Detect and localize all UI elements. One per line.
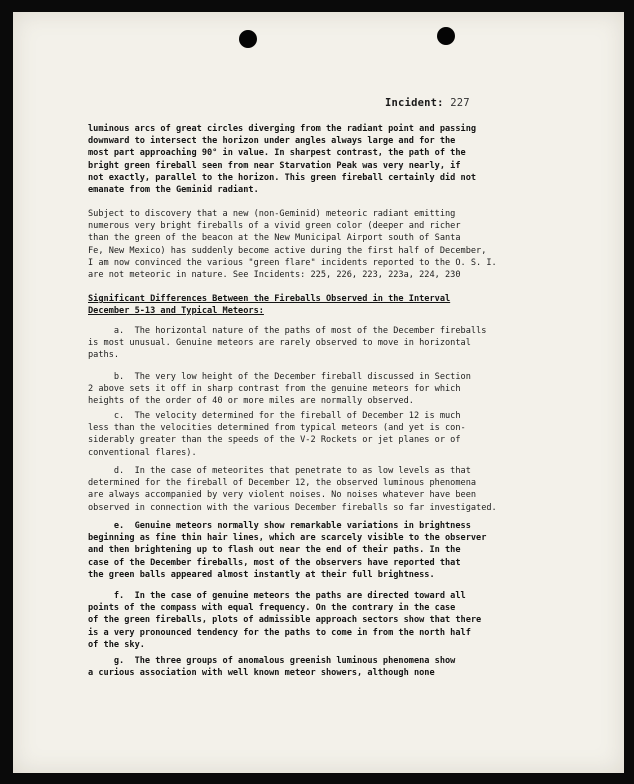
item-g xyxy=(88,655,528,679)
incident-header xyxy=(385,97,470,109)
paragraph-subject-to-discovery xyxy=(88,208,528,281)
text-line: the green balls appeared almost instantly at their full brightness. xyxy=(88,569,435,580)
item-b xyxy=(88,371,528,408)
text-line: beginning as fine thin hair lines, which are scarcely visible to the observer xyxy=(88,533,487,544)
text-line: is a very pronounced tendency for the paths to come in from the north half xyxy=(88,627,471,638)
text-line: Subject to discovery that a new (non-Geminid) meteoric radiant emitting xyxy=(88,209,456,219)
text-line: I am now convinced the various "green flare" incidents reported to the O. S. I. xyxy=(88,257,497,268)
text-line: a. The horizontal nature of the paths of most of the December fireballs xyxy=(88,326,487,336)
text-line: numerous very bright fireballs of a vivid green color (deeper and richer xyxy=(88,221,461,232)
text-line: points of the compass with equal frequency. On the contrary in the case xyxy=(88,603,456,614)
text-line: conventional flares). xyxy=(88,447,197,458)
incident-label: Incident: xyxy=(385,97,444,109)
text-line: b. The very low height of the December fireball discussed in Section xyxy=(88,372,471,382)
text-line: 2 above sets it off in sharp contrast from the genuine meteors for which xyxy=(88,384,461,395)
item-e xyxy=(88,520,528,581)
text-line: of the sky. xyxy=(88,639,145,650)
text-line: not exactly, parallel to the horizon. This green fireball certainly did not xyxy=(88,172,477,183)
text-line: emanate from the Geminid radiant. xyxy=(88,185,259,196)
item-d xyxy=(88,465,528,514)
item-a xyxy=(88,325,528,362)
text-line: Fe, New Mexico) has suddenly become active during the first half of December, xyxy=(88,245,487,256)
text-line: heights of the order of 40 or more miles are normally observed. xyxy=(88,396,414,407)
incident-number: 227 xyxy=(450,97,470,109)
text-line: observed in connection with the various December fireballs so far investigated. xyxy=(88,502,497,513)
text-line: g. The three groups of anomalous greenish luminous phenomena show xyxy=(88,656,456,666)
punch-hole-left xyxy=(239,30,257,48)
text-line: case of the December fireballs, most of the observers have reported that xyxy=(88,557,461,568)
item-f xyxy=(88,590,528,651)
text-line: c. The velocity determined for the fireball of December 12 is much xyxy=(88,411,461,421)
item-c xyxy=(88,410,528,459)
text-line: determined for the fireball of December 12, the observed luminous phenomena xyxy=(88,478,477,489)
text-line: are always accompanied by very violent noises. No noises whatever have been xyxy=(88,490,477,501)
text-line: e. Genuine meteors normally show remarkable variations in brightness xyxy=(88,521,471,531)
text-line: downward to intersect the horizon under angles always large and for the xyxy=(88,136,456,147)
paragraph-luminous-arcs xyxy=(88,123,528,196)
heading-line: Significant Differences Between the Fireballs Observed in the Interval xyxy=(88,294,451,304)
text-line: is most unusual. Genuine meteors are rarely observed to move in horizontal xyxy=(88,338,471,349)
text-line: d. In the case of meteorites that penetrate to as low levels as that xyxy=(88,466,471,476)
text-line: most part approaching 90° in value. In sharpest contrast, the path of the xyxy=(88,148,466,159)
text-line: f. In the case of genuine meteors the paths are directed toward all xyxy=(88,591,466,601)
heading-line: December 5-13 and Typical Meteors: xyxy=(88,306,264,317)
text-line: of the green fireballs, plots of admissible approach sectors show that there xyxy=(88,615,482,626)
text-line: less than the velocities determined from typical meteors (and yet is con- xyxy=(88,423,466,434)
text-line: bright green fireball seen from near Starvation Peak was very nearly, if xyxy=(88,160,461,171)
text-line: and then brightening up to flash out near the end of their paths. In the xyxy=(88,545,461,556)
text-line: than the green of the beacon at the New Municipal Airport south of Santa xyxy=(88,233,461,244)
punch-hole-right xyxy=(437,27,455,45)
text-line: are not meteoric in nature. See Incidents: 225, 226, 223, 223a, 224, 230 xyxy=(88,270,461,281)
text-line: paths. xyxy=(88,350,120,361)
text-line: a curious association with well known meteor showers, although none xyxy=(88,668,435,679)
text-line: siderably greater than the speeds of the V-2 Rockets or jet planes or of xyxy=(88,435,461,446)
text-line: luminous arcs of great circles diverging from the radiant point and passing xyxy=(88,124,477,134)
section-heading xyxy=(88,293,528,317)
